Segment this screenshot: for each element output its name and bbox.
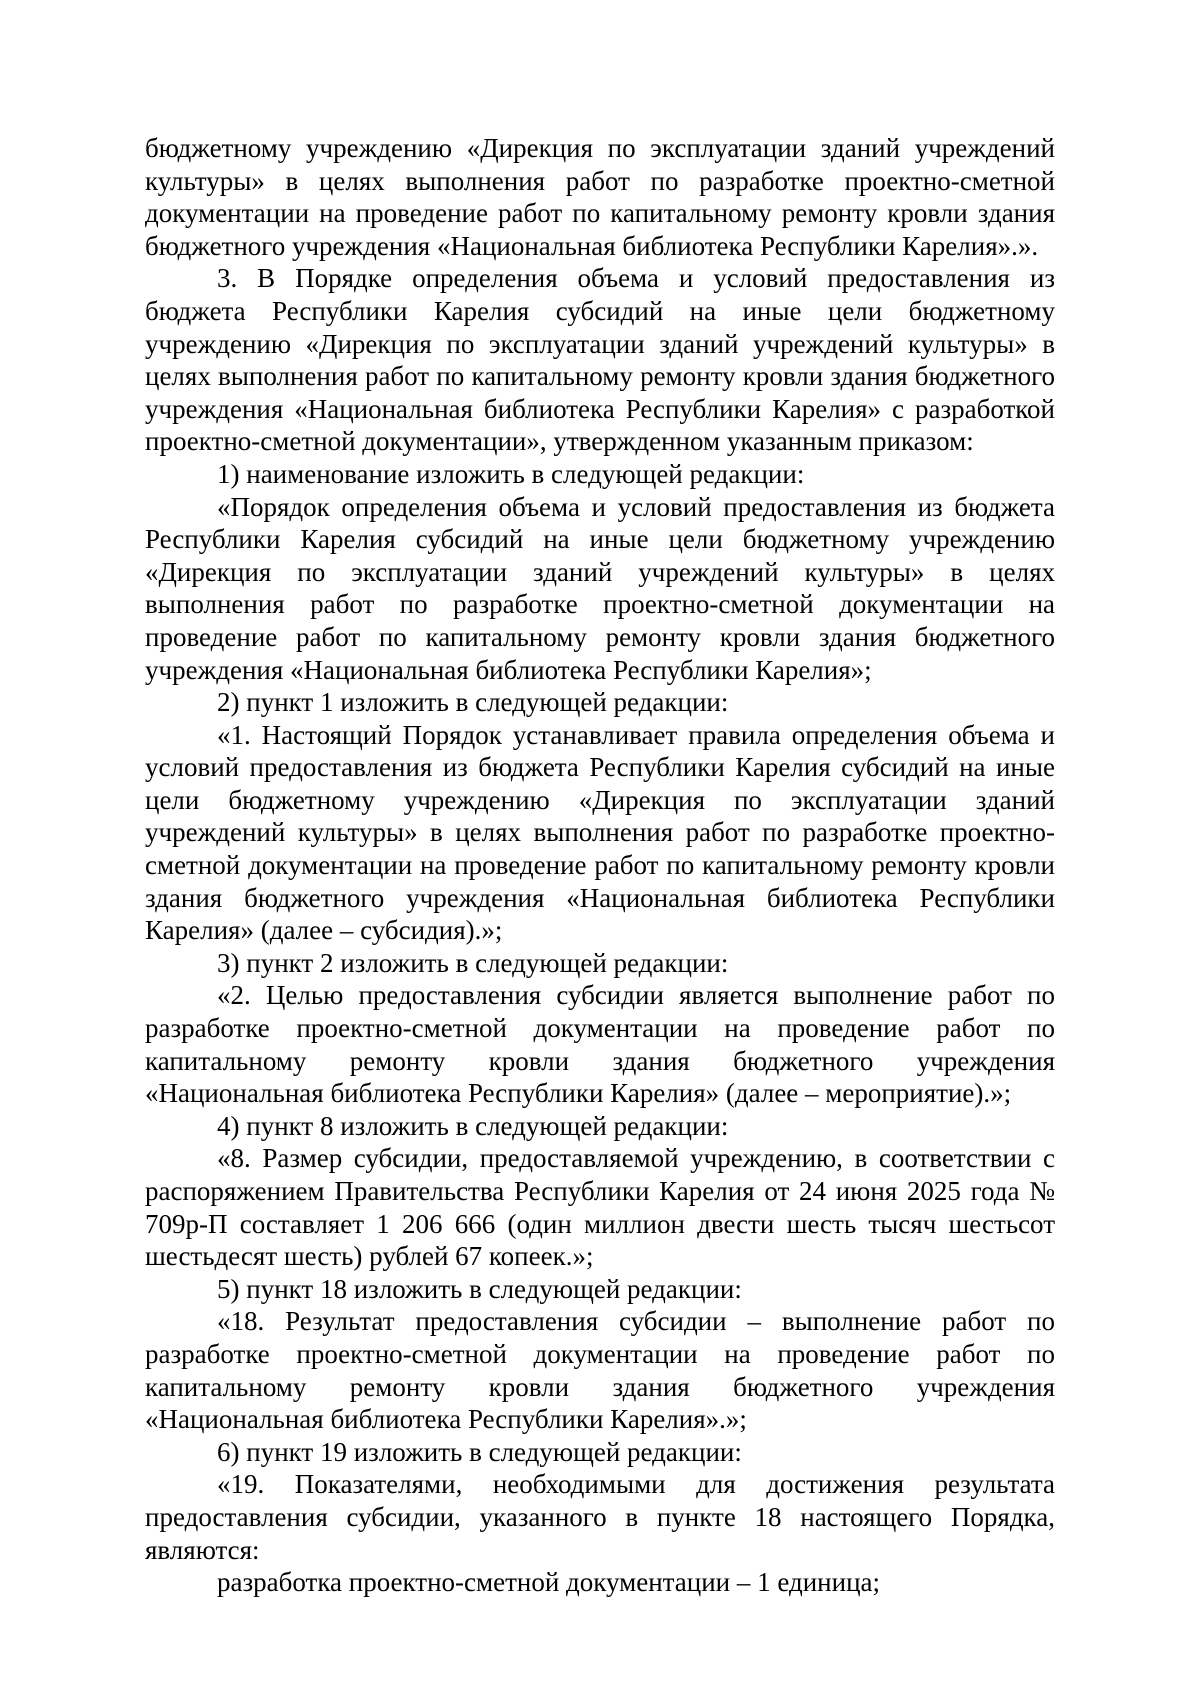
paragraph-clause-18: «18. Результат предоставления субсидии – выполнение работ по разработке проектно-сметной документации на проведение работ по капитальному ремонту кровли здания бюджетного учреждения «Национальная библиотека Республики Карелия».»;	[145, 1306, 1055, 1435]
paragraph-indicator: разработка проектно-сметной документации – 1 единица;	[217, 1567, 881, 1598]
paragraph-subitem-5: 5) пункт 18 изложить в следующей редакции:	[217, 1273, 742, 1304]
paragraph-new-title: «Порядок определения объема и условий предоставления из бюджета Республики Карелия субсидий на иные цели бюджетному учреждению «Дирекция по эксплуатации зданий учреждений культуры» в целях выполнения работ по разработке проектно-сметной документации на проведение работ по капитальному ремонту кровли здания бюджетного учреждения «Национальная библиотека Республики Карелия»;	[145, 491, 1055, 685]
paragraph-subitem-6: 6) пункт 19 изложить в следующей редакции:	[217, 1436, 742, 1467]
paragraph-continuation: бюджетному учреждению «Дирекция по эксплуатации зданий учреждений культуры» в целях выполнения работ по разработке проектно-сметной документации на проведение работ по капитальному ремонту кровли здания бюджетного учреждения «Национальная библиотека Республики Карелия».».	[145, 133, 1055, 261]
paragraph-clause-1: «1. Настоящий Порядок устанавливает правила определения объема и условий предоставления из бюджета Республики Карелия субсидий на иные цели бюджетному учреждению «Дирекция по эксплуатации зданий учреждений культуры» в целях выполнения работ по разработке проектно-сметной документации на проведение работ по капитальному ремонту кровли здания бюджетного учреждения «Национальная библиотека Республики Карелия» (далее – субсидия).»;	[145, 719, 1055, 946]
paragraph-subitem-1: 1) наименование изложить в следующей редакции:	[217, 458, 805, 489]
document-page	[145, 132, 1055, 1599]
paragraph-item-3: 3. В Порядке определения объема и условий предоставления из бюджета Республики Карелия субсидий на иные цели бюджетному учреждению «Дирекция по эксплуатации зданий учреждений культуры» в целях выполнения работ по капитальному ремонту кровли здания бюджетного учреждения «Национальная библиотека Республики Карелия» с разработкой проектно-сметной документации», утвержденном указанным приказом:	[145, 263, 1055, 457]
paragraph-clause-8: «8. Размер субсидии, предоставляемой учреждению, в соответствии с распоряжением Правительства Республики Карелия от 24 июня 2025 года № 709р-П составляет 1 206 666 (один миллион двести шесть тысяч шестьсот шестьдесят шесть) рублей 67 копеек.»;	[145, 1143, 1055, 1272]
paragraph-subitem-2: 2) пункт 1 изложить в следующей редакции:	[217, 687, 729, 718]
paragraph-clause-2: «2. Целью предоставления субсидии является выполнение работ по разработке проектно-сметной документации на проведение работ по капитальному ремонту кровли здания бюджетного учреждения «Национальная библиотека Республики Карелия» (далее – мероприятие).»;	[145, 980, 1055, 1109]
paragraph-clause-19: «19. Показателями, необходимыми для достижения результата предоставления субсидии, указанного в пункте 18 настоящего Порядка, являются:	[145, 1469, 1055, 1565]
paragraph-subitem-3: 3) пункт 2 изложить в следующей редакции:	[217, 947, 729, 978]
paragraph-subitem-4: 4) пункт 8 изложить в следующей редакции:	[217, 1110, 729, 1141]
